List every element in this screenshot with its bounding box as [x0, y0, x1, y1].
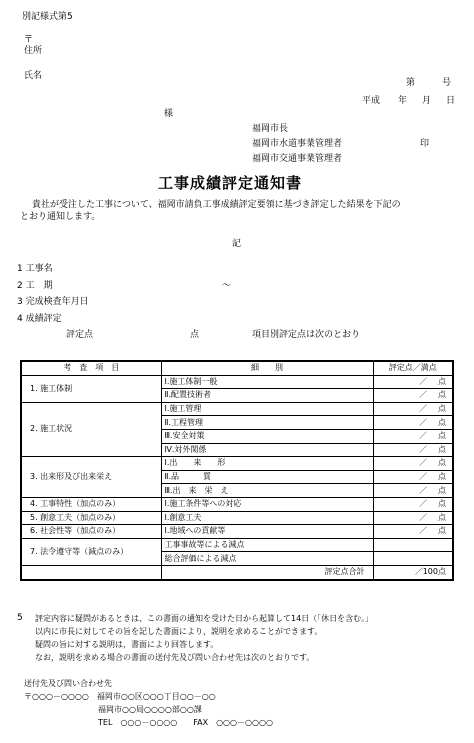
subcategory-cell: Ⅰ.施工条件等への対応 [161, 497, 373, 511]
subcategory-cell: Ⅱ.品 質 [161, 470, 373, 484]
score-note: 項目別評定点は次のとおり [252, 330, 361, 340]
intro-line-1: 貴社が受注した工事について、福岡市請負工事成績評定要領に基づき評定した結果を下記の [32, 200, 401, 210]
score-cell [373, 470, 453, 484]
score-slash: ／ [419, 458, 427, 468]
table-row [21, 375, 453, 389]
subcategory-cell: 工事事故等による減点 [161, 538, 373, 552]
table-row [21, 457, 453, 471]
address-label: 住所 [24, 46, 43, 56]
category-cell: 1. 施工体制 [21, 375, 161, 402]
table-row [21, 538, 453, 552]
subcategory-cell: Ⅰ.施工体制一般 [161, 375, 373, 389]
score-label: 評定点 [66, 330, 94, 340]
score-unit-text: 点 [438, 485, 446, 495]
subcategory-cell: Ⅲ.出 来 栄 え [161, 484, 373, 498]
score-cell [373, 375, 453, 389]
date-year: 年 [398, 96, 408, 106]
total-value: ／100点 [373, 565, 453, 579]
score-cell [373, 552, 453, 566]
seal-mark: 印 [420, 139, 430, 149]
category-cell: 2. 施工状況 [21, 402, 161, 456]
score-cell [373, 429, 453, 443]
page-title: 工事成績評定通知書 [158, 174, 303, 192]
category-cell: 4. 工事特性（加点のみ） [21, 497, 161, 511]
score-unit-text: 点 [438, 404, 446, 414]
header-subcategory: 細 別 [161, 361, 373, 375]
subcategory-cell: Ⅱ.工程管理 [161, 416, 373, 430]
header-score: 評定点／満点 [373, 361, 453, 375]
score-slash: ／ [419, 417, 427, 427]
score-slash: ／ [419, 376, 427, 386]
contact-phone: TEL ○○○－○○○○ FAX ○○○－○○○○ [98, 718, 273, 727]
score-cell [373, 389, 453, 403]
category-cell: 5. 創意工夫（加点のみ） [21, 511, 161, 525]
score-unit-text: 点 [438, 417, 446, 427]
date-month: 月 [422, 96, 432, 106]
category-cell: 6. 社会性等（加点のみ） [21, 525, 161, 539]
score-cell [373, 525, 453, 539]
subcategory-cell: Ⅰ.出 来 形 [161, 457, 373, 471]
score-unit-text: 点 [438, 472, 446, 482]
honorific: 様 [164, 109, 174, 119]
score-unit-text: 点 [438, 376, 446, 386]
score-slash: ／ [419, 485, 427, 495]
subcategory-cell: 総合評価による減点 [161, 552, 373, 566]
category-cell: 3. 出来形及び出来栄え [21, 457, 161, 498]
section5-line-1: 評定内容に疑問があるときは、この書面の通知を受けた日から起算して14日（「休日を含む。」 [35, 614, 374, 623]
score-cell [373, 416, 453, 430]
score-unit-text: 点 [438, 444, 446, 454]
item-project-name: 1 工事名 [17, 264, 53, 274]
score-slash: ／ [419, 431, 427, 441]
score-slash: ／ [419, 512, 427, 522]
total-row [21, 565, 453, 579]
score-unit: 点 [190, 330, 200, 340]
table-row [21, 402, 453, 416]
score-cell [373, 402, 453, 416]
item-inspection-date: 3 完成検査年月日 [17, 297, 89, 307]
subcategory-cell: Ⅱ.配置技術者 [161, 389, 373, 403]
table-body [21, 375, 453, 565]
contact-heading: 送付先及び問い合わせ先 [24, 679, 112, 688]
table-row [21, 511, 453, 525]
total-empty-cell [21, 565, 161, 579]
table-row [21, 525, 453, 539]
intro-line-2: とおり通知します。 [20, 212, 101, 222]
evaluation-table [20, 360, 454, 581]
section5-line-3: 疑問の旨に対する説明は，書面により回答します。 [35, 640, 219, 649]
score-unit-text: 点 [438, 499, 446, 509]
score-slash: ／ [419, 444, 427, 454]
period-tilde: ～ [222, 281, 232, 291]
score-slash: ／ [419, 499, 427, 509]
date-day: 日 [446, 96, 456, 106]
total-label: 評定点合計 [161, 565, 373, 579]
score-unit-text: 点 [438, 526, 446, 536]
score-unit-text: 点 [438, 390, 446, 400]
section5-number: 5 [17, 613, 23, 623]
score-slash: ／ [419, 404, 427, 414]
sender-water: 福岡市水道事業管理者 [252, 139, 343, 149]
table-row [21, 497, 453, 511]
section5-line-2: 以内に市長に対してその旨を記した書面により，説明を求めることができます。 [35, 627, 323, 636]
doc-number-dai: 第 [406, 78, 416, 88]
header-category: 考 査 項 目 [21, 361, 161, 375]
doc-number-go: 号 [442, 78, 452, 88]
score-cell [373, 457, 453, 471]
score-cell [373, 538, 453, 552]
subcategory-cell: Ⅳ.対外関係 [161, 443, 373, 457]
contact-office: 福岡市○○局○○○○部○○課 [98, 705, 202, 714]
postal-mark: 〒 [24, 35, 34, 45]
score-cell [373, 484, 453, 498]
score-unit-text: 点 [438, 431, 446, 441]
subcategory-cell: Ⅰ.施工管理 [161, 402, 373, 416]
section5-line-4: なお，説明を求める場合の書面の送付先及び問い合わせ先は次のとおりです。 [35, 653, 315, 662]
sender-transport: 福岡市交通事業管理者 [252, 154, 343, 164]
item-evaluation: 4 成績評定 [17, 314, 62, 324]
sender-mayor: 福岡市長 [252, 124, 289, 134]
category-cell: 7. 法令遵守等（減点のみ） [21, 538, 161, 565]
score-cell [373, 511, 453, 525]
name-label: 氏名 [24, 71, 43, 81]
date-era: 平成 [362, 96, 381, 106]
score-slash: ／ [419, 526, 427, 536]
item-period: 2 工 期 [17, 281, 53, 291]
subcategory-cell: Ⅰ.創意工夫 [161, 511, 373, 525]
form-label: 別記様式第5 [22, 12, 73, 22]
table-header-row [21, 361, 453, 375]
ki-heading: 記 [232, 239, 242, 249]
score-cell [373, 443, 453, 457]
contact-address: 〒○○○－○○○○ 福岡市○○区○○○丁目○○－○○ [24, 692, 216, 701]
score-slash: ／ [419, 472, 427, 482]
score-cell [373, 497, 453, 511]
subcategory-cell: Ⅲ.安全対策 [161, 429, 373, 443]
score-unit-text: 点 [438, 512, 446, 522]
score-slash: ／ [419, 390, 427, 400]
score-unit-text: 点 [438, 458, 446, 468]
subcategory-cell: Ⅰ.地域への貢献等 [161, 525, 373, 539]
